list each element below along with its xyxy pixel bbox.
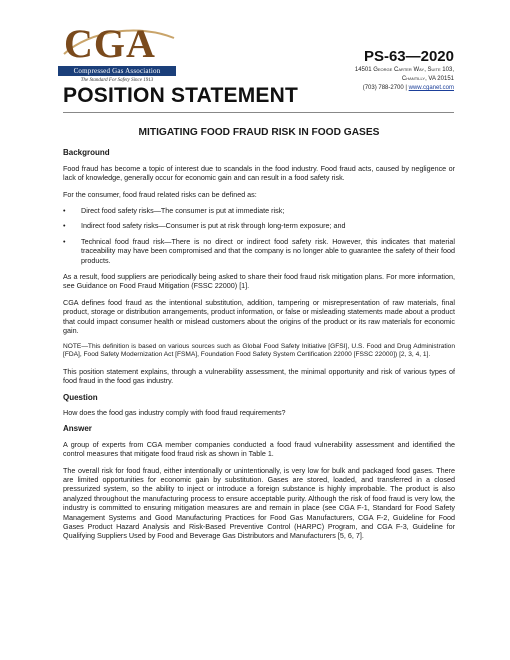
answer-paragraph-2: The overall risk for food fraud, either intentionally or unintentionally, is very low for bulk and packaged food gases. There are limited opportunities for economic gain by substitution. Gases are stored, loaded, and transferred in a closed pressurized system, so the ability to inject or introduce a foreign substance is highly improbable. The product is also analyzed throughout the manufacturing process to ensure acceptable purity. Although the risk of food fraud is very low, the industry is committed to ensuring mitigation measures are and remain in place (see CGA F-1, Standard for Food Safety Management Systems and Good Manufacturing Practices for Food Gas Manufacturers, CGA F-2, Guideline for Food Gases Product Hazard Analysis and Risk-Based Preventive Control (HARPC) Program, and CGA F-3, Guideline for Qualifying Suppliers Used by Food and Beverage Gas Distributors and Manufacturers [5, 6, 7]. (63, 465, 455, 541)
risk-list-item (63, 237, 455, 265)
risk-item-text: Technical food fraud risk—There is no direct or indirect food safety risk. However, this indicates that material traceability may have been compromised and that the company is no longer able to guarantee the safety of their food products. (81, 236, 455, 265)
background-heading: Background (63, 148, 110, 158)
risk-item-text: Indirect food safety risks—Consumer is put at risk through long-term exposure; and (81, 221, 346, 231)
risk-list (63, 206, 455, 265)
definition-note: NOTE—This definition is based on various sources such as Global Food Safety Initiative [GFSI], U.S. Food and Drug Administration [FDA], Food Safety Modernization Act [FSMA], Foundation Food Safety System Certification 22000 [FSSC 22000]) [2, 3, 4, 1]. (63, 342, 455, 359)
phone-number: (703) 788-2700 | (362, 85, 407, 91)
risk-list-item (63, 206, 455, 215)
bullet-icon: • (63, 221, 66, 231)
logo-letters: CGA (64, 21, 156, 66)
background-paragraph-4: CGA defines food fraud as the intentional substitution, addition, tampering or misrepresentation of raw materials, final product, storage or distribution arrangements, product information, or false or misleading statements made about a product that could impact consumer health or mislead customers about the origins of the product or its raw materials for economic gain. (63, 297, 455, 336)
website-link[interactable]: www.cganet.com (408, 85, 454, 91)
bullet-icon: • (63, 236, 66, 246)
logo-band: Compressed Gas Association (58, 66, 176, 76)
position-statement-title: POSITION STATEMENT (63, 84, 298, 107)
background-paragraph-3: As a result, food suppliers are periodically being asked to share their food fraud risk mitigation plans. For more information, see Guidance on Food Fraud Mitigation (FSSC 22000) [1]. (63, 272, 455, 291)
risk-list-item (63, 221, 455, 230)
background-paragraph-5: This position statement explains, through a vulnerability assessment, the minimal opportunity and risk of various types of food fraud in the food gas industry. (63, 366, 455, 386)
bullet-icon: • (63, 206, 66, 216)
address-block (355, 66, 454, 93)
address-line-1: 14501 George Carter Way, Suite 103, (354, 67, 454, 73)
contact-line (355, 84, 454, 93)
question-text: How does the food gas industry comply with food fraud requirements? (63, 407, 286, 417)
logo-tagline: The Standard For Safety Since 1913 (80, 78, 154, 83)
document-title: MITIGATING FOOD FRAUD RISK IN FOOD GASES (138, 127, 380, 138)
document-number: PS-63—2020 (363, 48, 454, 65)
question-heading: Question (63, 392, 98, 402)
address-line-2: Chantilly, VA 20151 (401, 76, 454, 82)
answer-heading: Answer (63, 424, 92, 434)
background-paragraph-2: For the consumer, food fraud related risks can be defined as: (63, 189, 257, 199)
answer-paragraph-1: A group of experts from CGA member companies conducted a food fraud vulnerability assessment and identified the control measures that mitigate food fraud risk as shown in Table 1. (63, 439, 455, 459)
risk-item-text: Direct food safety risks—The consumer is put at immediate risk; (81, 206, 285, 216)
document-body (63, 128, 455, 548)
header-rule (63, 112, 454, 113)
background-paragraph-1: Food fraud has become a topic of interest due to scandals in the food industry. Food fraud acts, caused by negligence or lack of knowledge, generally occur for economic gain and can result in a food safety risk. (63, 163, 455, 183)
